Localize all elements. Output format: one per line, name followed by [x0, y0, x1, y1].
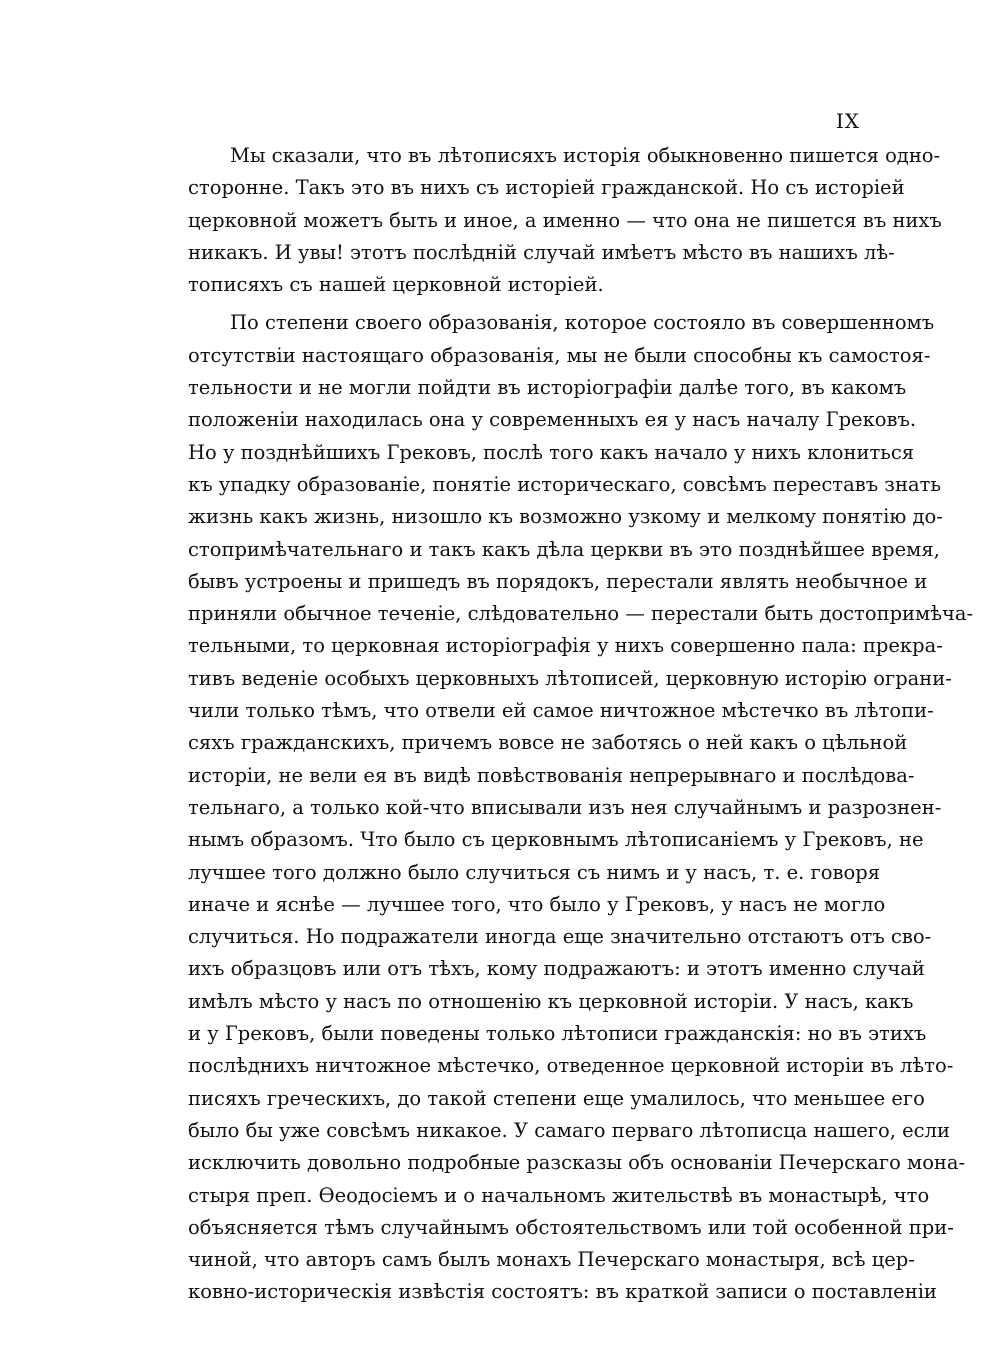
text-line: иначе и яснѣе — лучшее того, что было у Грековъ, у насъ не могло: [188, 892, 886, 916]
text-line: сторонне. Такъ это въ нихъ съ исторіей гражданской. Но съ исторіей: [188, 176, 905, 200]
text-line: чили только тѣмъ, что отвели ей самое ничтожное мѣстечко въ лѣтопи-: [188, 699, 934, 723]
text-line: приняли обычное теченіе, слѣдовательно — перестали быть достопримѣча-: [188, 602, 974, 626]
text-line: тивъ веденіе особыхъ церковныхъ лѣтописей, церковную исторію ограни-: [188, 666, 952, 690]
text-line: церковной можетъ быть и иное, а именно — что она не пишется въ нихъ: [188, 208, 942, 232]
text-line: было бы уже совсѣмъ никакое. У самаго перваго лѣтописца нашего, если: [188, 1118, 950, 1142]
paragraph: [188, 140, 942, 301]
text-line: лучшее того должно было случиться съ нимъ и у насъ, т. е. говоря: [188, 860, 881, 884]
text-line: положеніи находилась она у современныхъ ея у насъ началу Грековъ.: [188, 408, 917, 432]
text-line: жизнь какъ жизнь, низошло къ возможно узкому и мелкому понятію до-: [188, 505, 943, 529]
text-line: тельными, то церковная исторіографія у нихъ совершенно пала: прекра-: [188, 634, 943, 658]
text-line: имѣлъ мѣсто у насъ по отношенію къ церковной исторіи. У насъ, какъ: [188, 989, 914, 1013]
text-line: Мы сказали, что въ лѣтописяхъ исторія обыкновенно пишется одно-: [230, 144, 941, 167]
text-line: исторіи, не вели ея въ видѣ повѣствованія непрерывнаго и послѣдова-: [188, 763, 915, 787]
text-line: ковно-историческія извѣстія состоятъ: въ краткой записи о поставленіи: [188, 1280, 937, 1304]
text-line: Но у позднѣйшихъ Грековъ, послѣ того какъ начало у нихъ клониться: [188, 440, 915, 464]
text-line: сяхъ гражданскихъ, причемъ вовсе не заботясь о ней какъ о цѣльной: [188, 731, 908, 755]
text-line: исключить довольно подробные разсказы объ основаніи Печерскаго мона-: [188, 1151, 966, 1175]
text-line: писяхъ греческихъ, до такой степени еще умалилось, что меньшее его: [188, 1086, 925, 1110]
body-text: [188, 140, 974, 1309]
text-line: случиться. Но подражатели иногда еще значительно отстаютъ отъ сво-: [188, 925, 932, 949]
text-line: отсутствіи настоящаго образованія, мы не были способны къ самостоя-: [188, 343, 931, 367]
text-line: объясняется тѣмъ случайнымъ обстоятельствомъ или той особенной при-: [188, 1215, 954, 1239]
text-line: бывъ устроены и пришедъ въ порядокъ, перестали являть необычное и: [188, 569, 928, 593]
text-line: стопримѣчательнаго и такъ какъ дѣла церкви въ это позднѣйшее время,: [188, 537, 940, 561]
text-line: тельнаго, а только кой-что вписывали изъ нея случайнымъ и разрознен-: [188, 795, 942, 819]
text-line: никакъ. И увы! этотъ послѣдній случай имѣетъ мѣсто въ нашихъ лѣ-: [188, 240, 895, 264]
text-line: стыря преп. Ѳеодосіемъ и о начальномъ жительствѣ въ монастырѣ, что: [188, 1183, 930, 1207]
text-line: нымъ образомъ. Что было съ церковнымъ лѣтописаніемъ у Грековъ, не: [188, 828, 924, 852]
text-line: ихъ образцовъ или отъ тѣхъ, кому подражаютъ: и этотъ именно случай: [188, 957, 925, 981]
text-line: и у Грековъ, были поведены только лѣтописи гражданскія: но въ этихъ: [188, 1022, 927, 1046]
text-line: чиной, что авторъ самъ былъ монахъ Печерскаго монастыря, всѣ цер-: [188, 1248, 915, 1272]
paragraph: [188, 307, 974, 1308]
page-number: IX: [835, 109, 860, 133]
text-line: тописяхъ съ нашей церковной исторіей.: [188, 273, 604, 297]
text-line: По степени своего образованія, которое состояло въ совершенномъ: [230, 311, 935, 335]
text-line: послѣднихъ ничтожное мѣстечко, отведенное церковной исторіи въ лѣто-: [188, 1054, 954, 1078]
text-line: тельности и не могли пойдти въ исторіографіи далѣе того, въ какомъ: [188, 376, 907, 400]
text-line: къ упадку образованіе, понятіе историческаго, совсѣмъ переставъ знать: [188, 472, 941, 496]
